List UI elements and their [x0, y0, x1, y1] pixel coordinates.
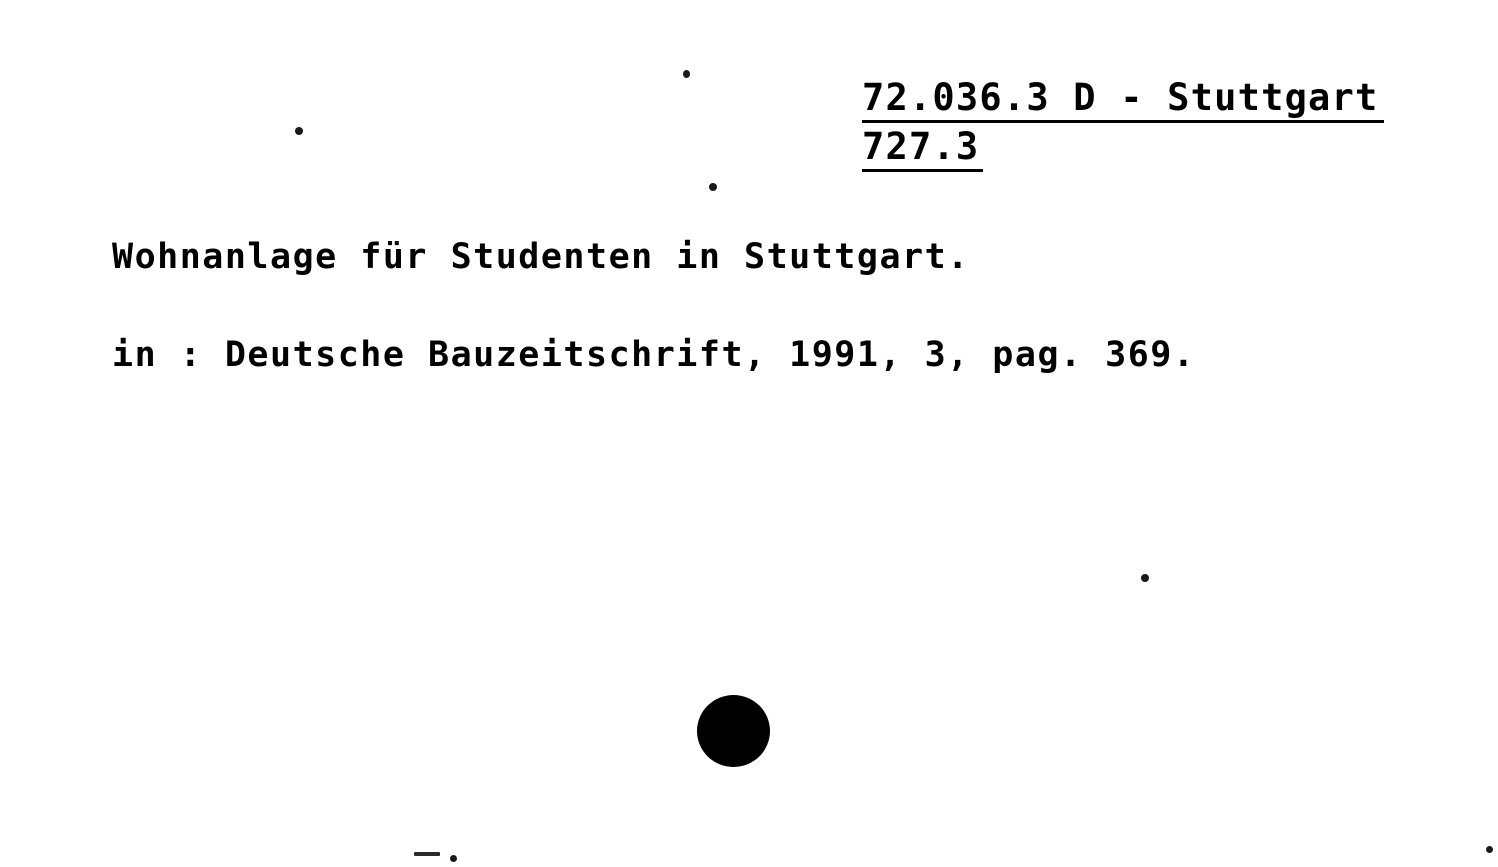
- scan-speck: [450, 855, 457, 862]
- scan-speck: [1486, 846, 1493, 853]
- classification-secondary: 727.3: [862, 125, 983, 172]
- classification-primary: 72.036.3 D - Stuttgart: [862, 76, 1384, 123]
- scan-speck: [683, 70, 690, 78]
- scan-dash: [414, 852, 440, 856]
- scan-speck: [709, 183, 717, 191]
- classification-block: [862, 76, 1442, 172]
- scan-speck: [1141, 574, 1149, 582]
- scan-speck: [295, 127, 303, 135]
- record-title: Wohnanlage für Studenten in Stuttgart.: [112, 237, 970, 277]
- record-source: in : Deutsche Bauzeitschrift, 1991, 3, pag. 369.: [112, 335, 1196, 375]
- punch-hole-mark: [697, 695, 770, 767]
